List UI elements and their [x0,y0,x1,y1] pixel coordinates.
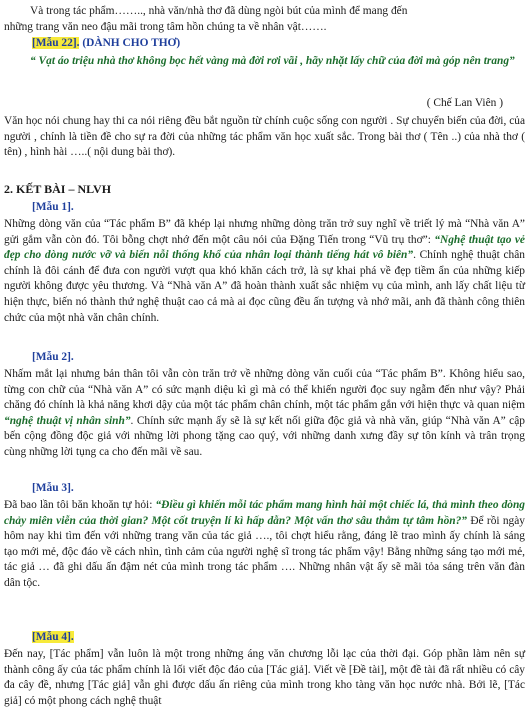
mau-3-heading [32,481,525,497]
intro-paragraph [4,4,525,35]
mau-4-heading [32,630,525,646]
mau-3-label: [Mẫu 3]. [32,482,74,494]
mau-2-heading [32,350,525,366]
mau-22-body: Văn học nói chung hay thi ca nói riêng đều bắt nguồn từ chính cuộc sống con người . Sự chuyển biến của đời, của người , chính là tiền đề cho sự ra đời của những tác phẩm văn học xuất sắc. Trong bài thơ ( Tên ..) của nhà thơ ( tên) , hình hài …..( nội dung bài thơ). [4,115,525,159]
mau-1-quote: “Nghệ thuật tạo vẻ đẹp cho dòng nước vỡ và biến nỗi thống khổ của nhân loại thành tiếng hát vô biên” [4,233,525,262]
mau-3-body: Đã bao lần tôi băn khoăn tự hỏi: “Điều gì khiến mỗi tác phẩm mang hình hài một chiếc lá, thả mình theo dòng chảy miên viễn của thời gian? Một cốt truyện lí kì hấp dẫn? Một vấn thơ sâu thẳm tự tâm hồn?” Để rồi ngày hôm nay khi tìm đến với những trang văn của tác giả …., tôi chợt hiểu rằng, đáng lẽ trao mình ấy chính là sáng tạo mới mẻ, độc đáo về cách nhìn, tình cảm của người nghệ sĩ trong tác phẩm vậy! Bằng những sáng tạo mới mẻ, tác giả … đã ghi dấu ấn đậm nét của mình trong tác phẩm …. Những nhân vật ấy sẽ mãi tỏa sáng trên văn đàn dân tộc. [4,499,526,589]
section-title: 2. KẾT BÀI – NLVH [4,182,112,196]
mau-1-body: Những dòng văn của “Tác phẩm B” đã khép lại nhưng những dòng trăn trở suy nghĩ về triết lý mà “Nhà văn A” gửi gắm vẫn còn đó. Tôi bỗng chợt nhớ đến một câu nói của Đặng Tiến trong “Vũ trụ thơ”: “Nghệ thuật tạo vẻ đẹp cho dòng nước vỡ và biến nỗi thống khổ của nhân loại thành tiếng hát vô biên”. Chính nghệ thuật chân chính là đôi cánh để đưa con người vượt qua khó khăn cách trở, là sự khai phá về đẹp tiềm ẩn của những kiếp người không được yêu thương. Và “Nhà văn A” đã hoàn thành xuất sắc nhiệm vụ của mình, anh lấy chất liệu từ hiện thực, biến nó thành thứ nghệ thuật cao cả mà ai đọc cũng đều ấn tượng và nhớ mãi, anh đã thành công thiên chức của một nhà văn chân chính. [4,218,525,324]
mau-22-title: (DÀNH CHO THƠ) [82,37,181,49]
mau-22-heading [32,36,525,52]
mau-22-author: ( Chế Lan Viên ) [426,97,503,109]
mau-2-body: Nhấm mắt lại nhưng bản thân tôi vẫn còn trăn trở về những dòng văn cuối của “Tác phẩm B”. Không hiểu sao, từng con chữ của “Nhà văn A” có sức mạnh diệu kì gì mà có thể khiến người đọc suy ngẫm đến như vậy? Phải chăng đó chính là khả năng khơi dậy của một tác phẩm chân chính, một tác phẩm gắn với hiện thực và quan niệm “nghệ thuật vị nhân sinh”. Chính sức mạnh ấy sẽ là sự kết nối giữa độc giả và nhà văn, giúp “Nhà văn A” cập bến cộng đồng độc giả với những lời phong tặng cao quý, với những danh xưng đầy sự tôn kính và trân trọng cùng những lời tụng ca cho đến mãi về sau. [4,368,525,458]
mau-22-label: [Mẫu 22]. [32,37,80,49]
intro-line: Và trong tác phẩm…….., nhà văn/nhà thơ đã dùng ngòi bút của mình để mang đến [30,5,408,17]
mau-1-heading [32,200,525,216]
mau-2-quote: “nghệ thuật vị nhân sinh” [4,414,131,427]
mau-2-label: [Mẫu 2]. [32,351,74,363]
mau-4-label: [Mẫu 4]. [32,631,74,643]
intro-line: những trang văn neo đậu mãi trong tâm hồn chúng ta về nhân vật……. [4,20,327,33]
mau-22-quote: “ Vạt áo triệu nhà thơ không bọc hết vàng mà đời rơi vãi , hãy nhặt lấy chữ của đời mà góp nên trang” [30,55,515,67]
mau-3-quote: “Điều gì khiến mỗi tác phẩm mang hình hài một chiếc lá, thả mình theo dòng chảy miên viễn của thời gian? Một cốt truyện lí kì hấp dẫn? Một vấn thơ sâu thẳm tự tâm hồn?” [4,499,526,527]
mau-1-label: [Mẫu 1]. [32,201,74,213]
mau-4-body: Đến nay, [Tác phẩm] vẫn luôn là một trong những áng văn chương lỗi lạc của thời đại. Góp phần làm nên sự thành công ấy của tác phẩm chính là lối viết độc đáo của [Tác giả]. Viết về [Đề tài], một đề tài đã rất nhiều có cây đa cây đề, nhưng [Tác giả] vẫn ghi được dấu ấn riêng của mình trong kho tàng văn học nước nhà. Bởi lẽ, [Tác giả] có một phong cách nghệ thuật [4,648,525,707]
